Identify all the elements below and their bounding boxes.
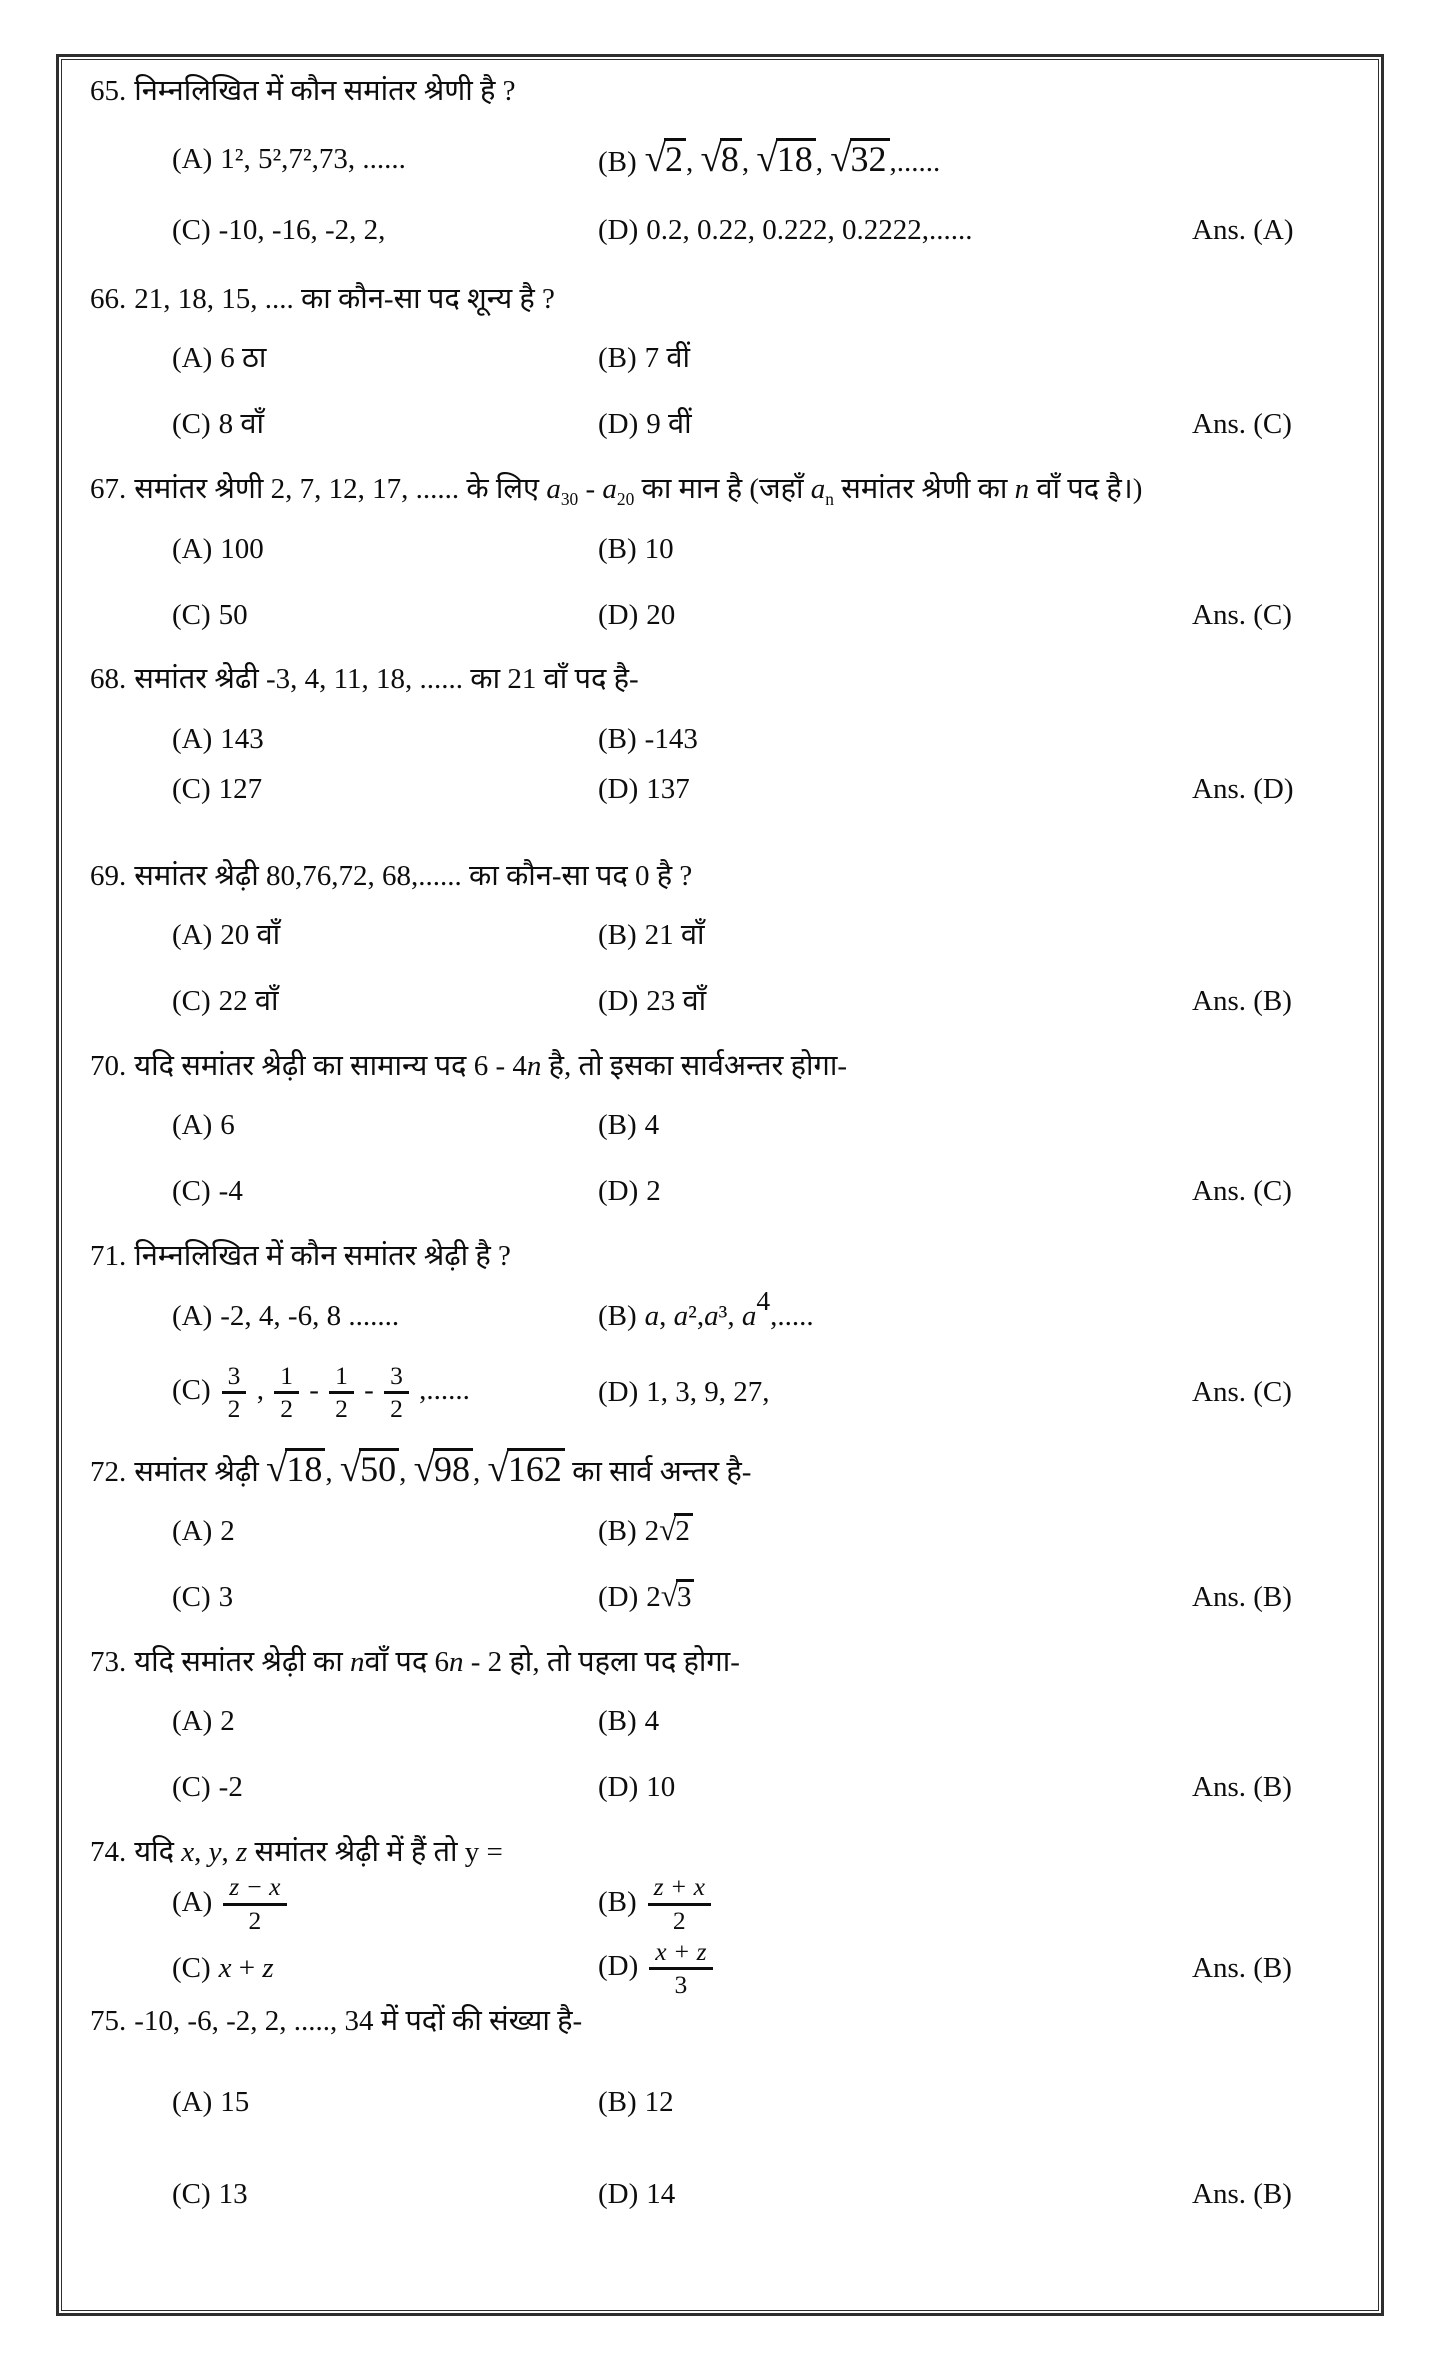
option-a-label: (A) [172, 1299, 213, 1332]
options-row-1 [62, 528, 1378, 570]
fraction: $\frac{z - x}{2}$ [223, 1873, 286, 1935]
option-b [598, 1703, 1192, 1741]
option-a-value: 15 [220, 2086, 250, 2119]
options-row-2 [62, 981, 1378, 1023]
option-a [172, 141, 598, 179]
option-c-label: (C) [172, 2178, 211, 2211]
option-b-label: (B) [598, 342, 637, 375]
question-text: यदि समांतर श्रेढ़ी का nवाँ पद 6n - 2 हो, तो पहला पद होगा- [134, 1645, 740, 1678]
option-b-label: (B) [598, 1299, 637, 1332]
options-row-1 [62, 1873, 1378, 1935]
option-a-label: (A) [172, 342, 213, 375]
fraction: $\frac{1}{2}$ [329, 1362, 354, 1424]
option-c-label: (C) [172, 1951, 211, 1984]
options-row-2 [62, 1171, 1378, 1213]
option-c-value: x + z [218, 1951, 274, 1984]
option-d-label: (D) [598, 772, 639, 805]
question-number: 67. [90, 473, 127, 506]
option-b-label: (B) [598, 1705, 637, 1738]
option-a [172, 1873, 598, 1935]
question-text: -10, -6, -2, 2, ....., 34 में पदों की संख्या है- [134, 2004, 583, 2037]
option-d-value: 1, 3, 9, 27, [646, 1375, 770, 1408]
option-c [172, 212, 598, 250]
answer-label: Ans. (C) [1192, 408, 1292, 441]
option-d-label: (D) [598, 214, 639, 247]
question-number: 71. [90, 1240, 127, 1273]
option-c [172, 1579, 598, 1617]
option-c [172, 1173, 598, 1211]
options-row-1 [62, 915, 1378, 957]
fraction: $\frac{x + z}{3}$ [649, 1938, 712, 2000]
option-a-label: (A) [172, 1705, 213, 1738]
option-d-label: (D) [598, 598, 639, 631]
option-d [598, 2176, 1192, 2214]
option-a-label: (A) [172, 1109, 213, 1142]
option-a-label: (A) [172, 2086, 213, 2119]
option-a-value: 1², 5²,7²,73, ...... [220, 143, 406, 176]
option-b [598, 1284, 1192, 1336]
option-a-label: (A) [172, 143, 213, 176]
question-text: समांतर श्रेणी 2, 7, 12, 17, ...... के लिए $a_{30} - a_{20}$ का मान है (जहाँ $a_n$ समांतर श्रेणी का n वाँ पद है।) [134, 473, 1143, 510]
option-d [598, 212, 1192, 250]
question-block [62, 1448, 1378, 1619]
fraction: $\frac{z + x}{2}$ [648, 1873, 711, 1935]
option-d-label: (D) [598, 408, 639, 441]
sqrt-expression: √3 [661, 1579, 695, 1613]
question-list [62, 72, 1378, 2216]
option-d [598, 1579, 1192, 1617]
option-c-label: (C) [172, 1175, 211, 1208]
options-row-2 [62, 2174, 1378, 2216]
option-b [598, 1107, 1192, 1145]
option-c [172, 406, 598, 444]
option-a-value: 2 [220, 1515, 235, 1548]
answer-label: Ans. (B) [1192, 1951, 1292, 1984]
question-block [62, 1047, 1378, 1213]
options-row-1 [62, 138, 1378, 182]
option-b-value: 12 [644, 2086, 674, 2119]
option-d-label: (D) [598, 1771, 639, 1804]
options-row-1 [62, 719, 1378, 761]
answer-label: Ans. (B) [1192, 1581, 1292, 1614]
sqrt-expression: √8 [701, 138, 742, 180]
options-row-1 [62, 1284, 1378, 1338]
option-c-label: (C) [172, 1374, 211, 1407]
sqrt-expression: √32 [830, 138, 889, 180]
question-block [62, 1643, 1378, 1809]
option-d [598, 597, 1192, 635]
option-d [598, 1769, 1192, 1807]
option-d-value: 20 [646, 598, 676, 631]
options-row-2 [62, 1577, 1378, 1619]
answer-label: Ans. (B) [1192, 1771, 1292, 1804]
question-block [62, 857, 1378, 1023]
option-d-value: 10 [646, 1771, 676, 1804]
option-c-value: -10, -16, -2, 2, [218, 214, 386, 247]
option-b [598, 340, 1192, 378]
option-b-value: 10 [644, 532, 674, 565]
option-b-value: 2√2 [645, 1515, 693, 1547]
option-b-label: (B) [598, 2086, 637, 2119]
question-text: निम्नलिखित में कौन समांतर श्रेणी है ? [134, 75, 516, 107]
options-row-1 [62, 338, 1378, 380]
question-block [62, 470, 1378, 636]
option-a-value: 143 [220, 722, 264, 755]
question-text: समांतर श्रेढ़ी √18 , √50 , √98 , √162 का सार्व अन्तर है- [134, 1446, 752, 1490]
option-c [172, 2176, 598, 2214]
question-line [62, 280, 1378, 318]
option-b-value: -143 [644, 722, 698, 755]
question-text: समांतर श्रेढी -3, 4, 11, 18, ...... का 21 वाँ पद है- [134, 663, 639, 696]
option-d-value: 9 वीं [646, 408, 692, 441]
answer-label: Ans. (C) [1192, 598, 1292, 631]
question-number: 65. [90, 75, 127, 107]
question-line [62, 470, 1378, 508]
question-line [62, 1237, 1378, 1275]
question-number: 73. [90, 1645, 127, 1678]
option-b-label: (B) [598, 1515, 637, 1548]
option-b [598, 1513, 1192, 1551]
option-a-label: (A) [172, 722, 213, 755]
option-b-label: (B) [598, 146, 637, 179]
option-b-value: a, a²,a³, $a^4$,..... [644, 1284, 814, 1332]
question-number: 68. [90, 663, 127, 696]
option-c-value: 8 वाँ [218, 408, 265, 441]
question-number: 69. [90, 859, 127, 892]
question-line [62, 1448, 1378, 1491]
options-row-2 [62, 1362, 1378, 1424]
option-a-label: (A) [172, 1515, 213, 1548]
sqrt-expression: √50 [340, 1448, 399, 1490]
option-a-label: (A) [172, 919, 213, 952]
question-line [62, 857, 1378, 895]
question-text: निम्नलिखित में कौन समांतर श्रेढ़ी है ? [134, 1240, 511, 1273]
option-c [172, 1769, 598, 1807]
option-c-label: (C) [172, 214, 211, 247]
option-b [598, 138, 1192, 182]
question-line [62, 1643, 1378, 1681]
question-block [62, 280, 1378, 446]
option-d [598, 771, 1192, 809]
option-a [172, 340, 598, 378]
option-a-value: 2 [220, 1705, 235, 1738]
option-b-value: 4 [644, 1109, 660, 1142]
fraction: $\frac{3}{2}$ [384, 1362, 409, 1424]
options-row-2 [62, 404, 1378, 446]
option-a-value: 100 [220, 532, 264, 565]
option-c-label: (C) [172, 1581, 211, 1614]
option-a [172, 531, 598, 569]
answer-label: Ans. (C) [1192, 1175, 1292, 1208]
option-c [172, 1950, 598, 1988]
options-row-1 [62, 1105, 1378, 1147]
question-number: 70. [90, 1050, 127, 1083]
sqrt-expression: √2 [659, 1513, 693, 1547]
fraction: $\frac{1}{2}$ [274, 1362, 299, 1424]
option-d [598, 983, 1192, 1021]
answer-label: Ans. (A) [1192, 214, 1294, 247]
options-row-2 [62, 1767, 1378, 1809]
sqrt-expression: √2 [645, 138, 686, 180]
option-d-value: 2√3 [646, 1581, 694, 1613]
question-block [62, 1833, 1378, 2000]
option-a [172, 1107, 598, 1145]
sqrt-expression: √18 [266, 1448, 325, 1490]
question-line [62, 1833, 1378, 1871]
option-c-value: -4 [218, 1175, 243, 1208]
sqrt-expression: √18 [756, 138, 815, 180]
option-b-label: (B) [598, 722, 637, 755]
option-b-value: 4 [644, 1705, 660, 1738]
question-block [62, 72, 1378, 252]
option-b-label: (B) [598, 1109, 637, 1142]
option-c [172, 1362, 598, 1424]
question-block [62, 2002, 1378, 2216]
question-text: समांतर श्रेढ़ी 80,76,72, 68,...... का कौन-सा पद 0 है ? [134, 859, 693, 892]
option-b-label: (B) [598, 532, 637, 565]
option-d-label: (D) [598, 1950, 639, 1983]
question-paper [61, 59, 1379, 2311]
option-b-value: √2 , √8 , √18 , √32 ,...... [644, 137, 941, 181]
option-b-value [645, 1872, 714, 1936]
option-c-label: (C) [172, 985, 211, 1018]
answer-label: Ans. (B) [1192, 2178, 1292, 2211]
question-line [62, 660, 1378, 698]
option-b [598, 721, 1192, 759]
option-c-label: (C) [172, 772, 211, 805]
question-text: यदि x, y, z समांतर श्रेढ़ी में हैं तो y = [134, 1836, 503, 1869]
option-c-value: 50 [218, 598, 248, 631]
option-d-label: (D) [598, 1375, 639, 1408]
option-c-value: 127 [218, 772, 263, 805]
option-a-label: (A) [172, 532, 213, 565]
option-a [172, 1513, 598, 1551]
option-a-value: 6 [220, 1109, 235, 1142]
options-row-2 [62, 210, 1378, 252]
option-a [172, 1298, 598, 1336]
option-d [598, 1938, 1192, 2000]
option-d-value: 14 [646, 2178, 676, 2211]
option-d-label: (D) [598, 1175, 639, 1208]
option-d-value: 2 [646, 1175, 661, 1208]
option-c-label: (C) [172, 598, 211, 631]
option-d-label: (D) [598, 1581, 639, 1614]
option-d-label: (D) [598, 2178, 639, 2211]
options-row-2 [62, 769, 1378, 811]
option-b [598, 917, 1192, 955]
question-line [62, 2002, 1378, 2040]
question-block [62, 1237, 1378, 1423]
options-row-1 [62, 1511, 1378, 1553]
question-number: 74. [90, 1836, 127, 1869]
option-c-value: $\frac{3}{2}$ , $\frac{1}{2}$ - $\frac{1}{2}$ - $\frac{3}{2}$ ,...... [219, 1374, 470, 1406]
option-c-value: -2 [218, 1771, 243, 1804]
question-text: 21, 18, 15, .... का कौन-सा पद शून्य है ? [134, 282, 555, 315]
option-a-value: -2, 4, -6, 8 ....... [220, 1299, 400, 1332]
option-c-value: 3 [218, 1581, 234, 1614]
option-b-value: 7 वीं [644, 342, 691, 375]
question-line [62, 72, 1378, 110]
option-d-value [646, 1936, 715, 2000]
question-number: 72. [90, 1455, 127, 1488]
option-b [598, 531, 1192, 569]
answer-label: Ans. (D) [1192, 772, 1294, 805]
option-d-value: 0.2, 0.22, 0.222, 0.2222,...... [646, 214, 973, 247]
option-b-value: 21 वाँ [644, 919, 705, 952]
answer-label: Ans. (B) [1192, 985, 1292, 1018]
option-a-label: (A) [172, 1886, 213, 1919]
option-c-value: 22 वाँ [218, 985, 279, 1018]
option-b [598, 1873, 1192, 1935]
option-d-value: 137 [646, 772, 690, 805]
option-c-label: (C) [172, 408, 211, 441]
question-line [62, 1047, 1378, 1085]
option-a [172, 2084, 598, 2122]
option-a [172, 721, 598, 759]
option-d-label: (D) [598, 985, 639, 1018]
option-a-value: 6 ठा [220, 342, 267, 375]
option-c [172, 597, 598, 635]
answer-label: Ans. (C) [1192, 1375, 1292, 1408]
option-d [598, 1173, 1192, 1211]
options-row-2 [62, 594, 1378, 636]
option-c [172, 771, 598, 809]
option-c-value: 13 [218, 2178, 248, 2211]
sqrt-expression: √98 [414, 1448, 473, 1490]
question-block [62, 660, 1378, 856]
options-row-1 [62, 1701, 1378, 1743]
option-a [172, 1703, 598, 1741]
question-number: 75. [90, 2004, 127, 2037]
option-c [172, 983, 598, 1021]
options-row-1 [62, 2082, 1378, 2124]
question-number: 66. [90, 282, 127, 315]
option-b-label: (B) [598, 919, 637, 952]
option-a-value: 20 वाँ [220, 919, 281, 952]
option-a [172, 917, 598, 955]
option-b [598, 2084, 1192, 2122]
options-row-2 [62, 1938, 1378, 2000]
option-d [598, 1374, 1192, 1412]
option-c-label: (C) [172, 1771, 211, 1804]
option-d [598, 406, 1192, 444]
option-b-label: (B) [598, 1886, 637, 1919]
option-a-value [220, 1872, 289, 1936]
page-border [56, 54, 1384, 2316]
question-text: यदि समांतर श्रेढ़ी का सामान्य पद 6 - 4n है, तो इसका सार्वअन्तर होगा- [134, 1050, 848, 1083]
fraction: $\frac{3}{2}$ [222, 1362, 247, 1424]
option-d-value: 23 वाँ [646, 985, 707, 1018]
sqrt-expression: √162 [488, 1448, 565, 1490]
